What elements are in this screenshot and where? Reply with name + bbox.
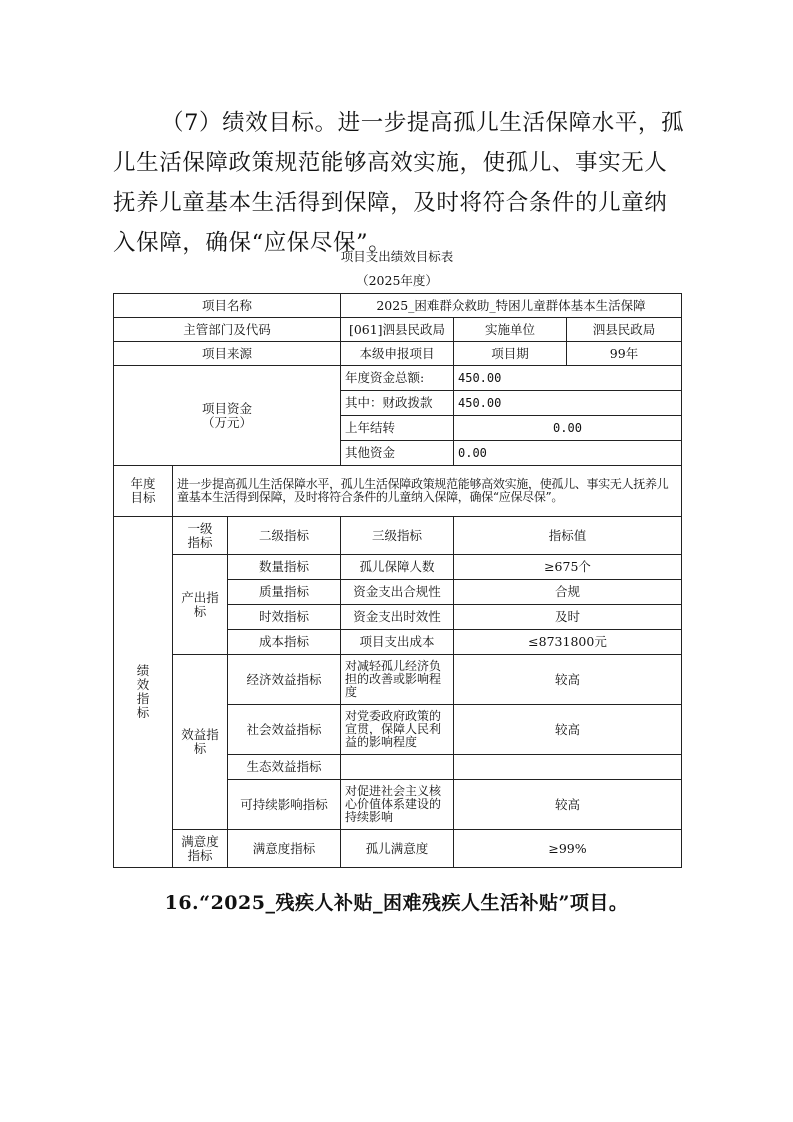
table-year: （2025年度）	[356, 273, 438, 288]
table-row	[114, 294, 682, 318]
value-cell: 较高	[454, 655, 682, 705]
value-cell: 较高	[454, 705, 682, 755]
value-cell: ≤8731800元	[454, 630, 682, 655]
benefit-indicator-label: 效益指 标	[173, 655, 228, 830]
performance-goal-paragraph	[113, 103, 688, 263]
l3-cell: 项目支出成本	[341, 630, 454, 655]
fund-total-value: 450.00	[454, 366, 682, 391]
l3-cell: 资金支出合规性	[341, 580, 454, 605]
table-row	[114, 318, 682, 342]
l2-cell: 时效指标	[228, 605, 341, 630]
table-row	[114, 466, 682, 517]
fund-carryover-label: 上年结转	[341, 416, 454, 441]
l2-cell: 质量指标	[228, 580, 341, 605]
fund-carryover-value: 0.00	[454, 416, 682, 441]
l2-cell: 社会效益指标	[228, 705, 341, 755]
fund-fiscal-label: 其中：财政拨款	[341, 391, 454, 416]
table-row	[114, 366, 682, 391]
l2-cell: 满意度指标	[228, 830, 341, 868]
period-label: 项目期	[454, 342, 567, 366]
funds-label: 项目资金 （万元）	[114, 366, 341, 466]
table-row	[114, 655, 682, 705]
annual-goal-label: 年度 目标	[114, 466, 173, 517]
header-value: 指标值	[454, 517, 682, 555]
next-section-heading: 16.“2025_残疾人补贴_困难残疾人生活补贴”项目。	[164, 892, 629, 914]
l2-cell: 成本指标	[228, 630, 341, 655]
header-level2: 二级指标	[228, 517, 341, 555]
performance-target-table	[113, 293, 682, 868]
impl-unit-label: 实施单位	[454, 318, 567, 342]
l3-cell	[341, 755, 454, 780]
period-value: 99年	[567, 342, 682, 366]
value-cell: 合规	[454, 580, 682, 605]
l2-cell: 数量指标	[228, 555, 341, 580]
source-value: 本级申报项目	[341, 342, 454, 366]
table-row	[114, 555, 682, 580]
value-cell: ≥99%	[454, 830, 682, 868]
satisfaction-indicator-label: 满意度 指标	[173, 830, 228, 868]
value-cell: 较高	[454, 780, 682, 830]
project-name-value: 2025_困难群众救助_特困儿童群体基本生活保障	[341, 294, 682, 318]
annual-goal-text: 进一步提高孤儿生活保障水平，孤儿生活保障政策规范能够高效实施，使孤儿、事实无人抚养儿童基本生活得到保障，及时将符合条件的儿童纳入保障，确保“应保尽保”。	[173, 466, 682, 517]
header-level1: 一级 指标	[173, 517, 228, 555]
source-label: 项目来源	[114, 342, 341, 366]
l3-cell: 孤儿满意度	[341, 830, 454, 868]
dept-value: [061]泗县民政局	[341, 318, 454, 342]
header-level3: 三级指标	[341, 517, 454, 555]
l2-cell: 可持续影响指标	[228, 780, 341, 830]
l3-cell: 对党委政府政策的宣贯，保障人民利益的影响程度	[341, 705, 454, 755]
l3-cell: 孤儿保障人数	[341, 555, 454, 580]
paragraph-text: （7）绩效目标。进一步提高孤儿生活保障水平，孤儿生活保障政策规范能够高效实施，使孤儿、事实无人抚养儿童基本生活得到保障，及时将符合条件的儿童纳入保障，确保“应保尽保”。	[113, 110, 685, 256]
value-cell	[454, 755, 682, 780]
fund-fiscal-value: 450.00	[454, 391, 682, 416]
table-row	[114, 830, 682, 868]
l2-cell: 生态效益指标	[228, 755, 341, 780]
l2-cell: 经济效益指标	[228, 655, 341, 705]
fund-other-label: 其他资金	[341, 441, 454, 466]
table-row	[114, 342, 682, 366]
perf-indicator-label: 绩 效 指 标	[114, 517, 173, 868]
fund-total-label: 年度资金总额:	[341, 366, 454, 391]
table-title: 项目支出绩效目标表	[340, 249, 454, 264]
l3-cell: 对减轻孤儿经济负担的改善或影响程度	[341, 655, 454, 705]
project-name-label: 项目名称	[114, 294, 341, 318]
dept-label: 主管部门及代码	[114, 318, 341, 342]
l3-cell: 资金支出时效性	[341, 605, 454, 630]
impl-unit-value: 泗县民政局	[567, 318, 682, 342]
output-indicator-label: 产出指 标	[173, 555, 228, 655]
table-row	[114, 517, 682, 555]
l3-cell: 对促进社会主义核心价值体系建设的持续影响	[341, 780, 454, 830]
fund-other-value: 0.00	[454, 441, 682, 466]
value-cell: ≥675个	[454, 555, 682, 580]
value-cell: 及时	[454, 605, 682, 630]
